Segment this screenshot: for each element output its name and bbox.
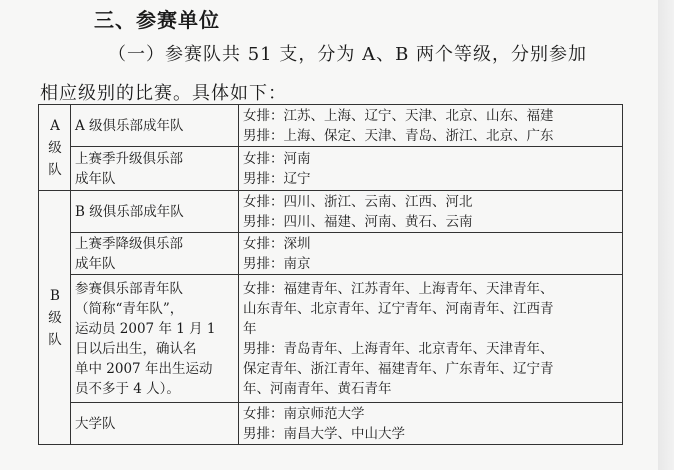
team-label: 单中 2007 年出生运动 — [75, 360, 213, 377]
men-teams: 年、河南青年、黄石青年 — [243, 380, 392, 397]
team-cell — [71, 147, 239, 191]
team-label: A 级俱乐部成年队 — [75, 117, 184, 134]
women-teams: 山东青年、北京青年、辽宁青年、河南青年、江西青 — [243, 300, 554, 317]
table-row — [39, 233, 623, 275]
men-teams: 男排：上海、保定、天津、青岛、浙江、北京、广东 — [243, 127, 554, 144]
detail-cell — [239, 275, 623, 403]
level-a-char: A — [50, 117, 60, 134]
team-cell — [71, 275, 239, 403]
women-teams: 年 — [243, 320, 257, 337]
team-label: 大学队 — [75, 415, 116, 432]
men-teams: 男排：南昌大学、中山大学 — [243, 425, 405, 442]
team-cell — [71, 233, 239, 275]
women-teams: 女排：南京师范大学 — [243, 405, 365, 422]
level-a-char: 级 — [48, 139, 62, 156]
detail-cell — [239, 147, 623, 191]
men-teams: 保定青年、浙江青年、福建青年、广东青年、辽宁青 — [243, 360, 554, 377]
team-label: 成年队 — [75, 255, 116, 272]
women-teams: 女排：河南 — [243, 150, 311, 167]
men-teams: 男排：青岛青年、上海青年、北京青年、天津青年、 — [243, 340, 554, 357]
team-label: 运动员 2007 年 1 月 1 — [75, 320, 216, 337]
table-row — [39, 403, 623, 445]
team-cell — [71, 403, 239, 445]
team-label: 员不多于 4 人）。 — [75, 380, 180, 397]
women-teams: 女排：福建青年、江苏青年、上海青年、天津青年、 — [243, 280, 554, 297]
level-b-char: 级 — [48, 309, 62, 326]
detail-cell — [239, 233, 623, 275]
level-a-char: 队 — [48, 161, 62, 178]
level-b-char: B — [50, 287, 60, 304]
table-row — [39, 105, 623, 147]
men-teams: 男排：辽宁 — [243, 170, 311, 187]
section-heading: 三、参赛单位 — [94, 8, 220, 32]
team-label: 上赛季升级俱乐部 — [75, 150, 183, 167]
level-a-cell — [39, 105, 71, 191]
team-label: B 级俱乐部成年队 — [75, 203, 184, 220]
team-cell — [71, 191, 239, 233]
level-b-cell — [39, 191, 71, 445]
paragraph-line-1: （一）参赛队共 51 支，分为 A、B 两个等级，分别参加 — [108, 44, 588, 65]
table-row — [39, 275, 623, 403]
men-teams: 男排：四川、福建、河南、黄石、云南 — [243, 213, 473, 230]
men-teams: 男排：南京 — [243, 255, 311, 272]
detail-cell — [239, 191, 623, 233]
team-label: 参赛俱乐部青年队 — [75, 280, 183, 297]
team-label: 日以后出生，确认名 — [75, 340, 197, 357]
detail-cell — [239, 105, 623, 147]
team-label: 成年队 — [75, 170, 116, 187]
team-label: 上赛季降级俱乐部 — [75, 235, 183, 252]
detail-cell — [239, 403, 623, 445]
team-label: （简称“青年队”， — [75, 300, 184, 317]
paragraph-line-2: 相应级别的比赛。具体如下： — [40, 83, 287, 104]
women-teams: 女排：江苏、上海、辽宁、天津、北京、山东、福建 — [243, 107, 554, 124]
teams-table — [38, 104, 623, 445]
women-teams: 女排：深圳 — [243, 235, 311, 252]
women-teams: 女排：四川、浙江、云南、江西、河北 — [243, 193, 473, 210]
team-cell — [71, 105, 239, 147]
table-row — [39, 191, 623, 233]
table-row — [39, 147, 623, 191]
level-b-char: 队 — [48, 331, 62, 348]
page-edge — [658, 0, 674, 470]
